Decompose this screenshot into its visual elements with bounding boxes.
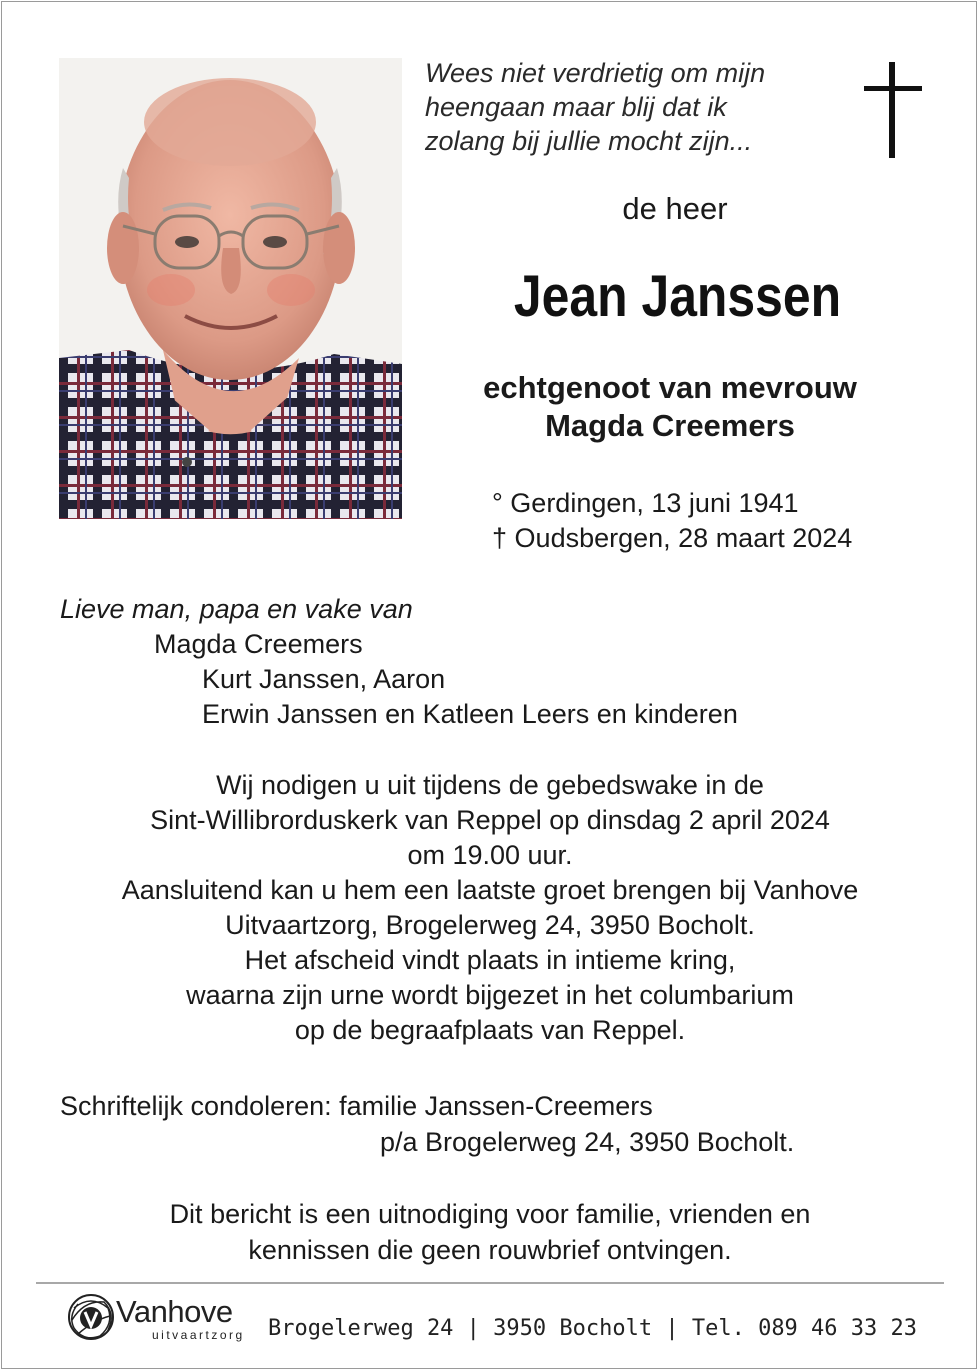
invitation-text (40, 768, 940, 1048)
family-child: Kurt Janssen, Aaron (202, 664, 446, 694)
birth-date: ° Gerdingen, 13 juni 1941 (492, 488, 799, 518)
invitation-line: Uitvaartzorg, Brogelerweg 24, 3950 Bocholt. (225, 910, 755, 940)
life-dates (492, 486, 932, 556)
vanhove-logo-icon (64, 1290, 118, 1344)
notice-line: kennissen die geen rouwbrief ontvingen. (248, 1235, 732, 1265)
invitation-line: om 19.00 uur. (407, 840, 573, 870)
spouse-info (430, 369, 910, 445)
death-date-row (492, 521, 932, 556)
funeral-home-logo (64, 1290, 264, 1348)
spouse-name: Magda Creemers (545, 408, 795, 443)
honorific: de heer (622, 191, 728, 226)
family-child: Erwin Janssen en Katleen Leers en kinderen (202, 699, 738, 729)
family-spouse: Magda Creemers (154, 629, 363, 659)
invitation-line: op de begraafplaats van Reppel. (294, 1015, 686, 1045)
invitation-line: Sint-Willibrorduskerk van Reppel op dinsdag 2 april 2024 (150, 805, 830, 835)
logo-subtitle: uitvaartzorg (152, 1328, 245, 1342)
condolence-address-line: p/a Brogelerweg 24, 3950 Bocholt. (380, 1127, 795, 1157)
death-symbol: † (492, 523, 508, 553)
invitation-line: Aansluitend kan u hem een laatste groet brengen bij Vanhove (121, 875, 859, 905)
footer-contact: Brogelerweg 24 | 3950 Bocholt | Tel. 089 46 33 23 (268, 1316, 918, 1341)
invitation-line: waarna zijn urne wordt bijgezet in het columbarium (186, 980, 794, 1010)
logo-name: Vanhove (116, 1294, 233, 1329)
family-list (60, 592, 910, 732)
quote-line: heengaan maar blij dat ik (425, 92, 727, 122)
quote-line: zolang bij jullie mocht zijn... (425, 126, 753, 156)
deceased-name: Jean Janssen (513, 264, 842, 329)
cross-icon (864, 62, 922, 158)
notice-text (40, 1196, 940, 1268)
death-date: Oudsbergen, 28 maart 2024 (514, 523, 853, 553)
notice-line: Dit bericht is een uitnodiging voor familie, vrienden en (169, 1199, 811, 1229)
spouse-line: echtgenoot van mevrouw (483, 370, 857, 405)
family-lead: Lieve man, papa en vake van (60, 594, 413, 624)
quote-line: Wees niet verdrietig om mijn (425, 58, 766, 88)
portrait-photo (59, 58, 402, 519)
memorial-quote (425, 56, 845, 158)
footer-divider (36, 1282, 944, 1284)
condolence-address (60, 1088, 920, 1160)
invitation-line: Het afscheid vindt plaats in intieme kring, (244, 945, 736, 975)
invitation-line: Wij nodigen u uit tijdens de gebedswake in de (216, 770, 764, 800)
condolence-line: Schriftelijk condoleren: familie Janssen-Creemers (60, 1091, 653, 1121)
